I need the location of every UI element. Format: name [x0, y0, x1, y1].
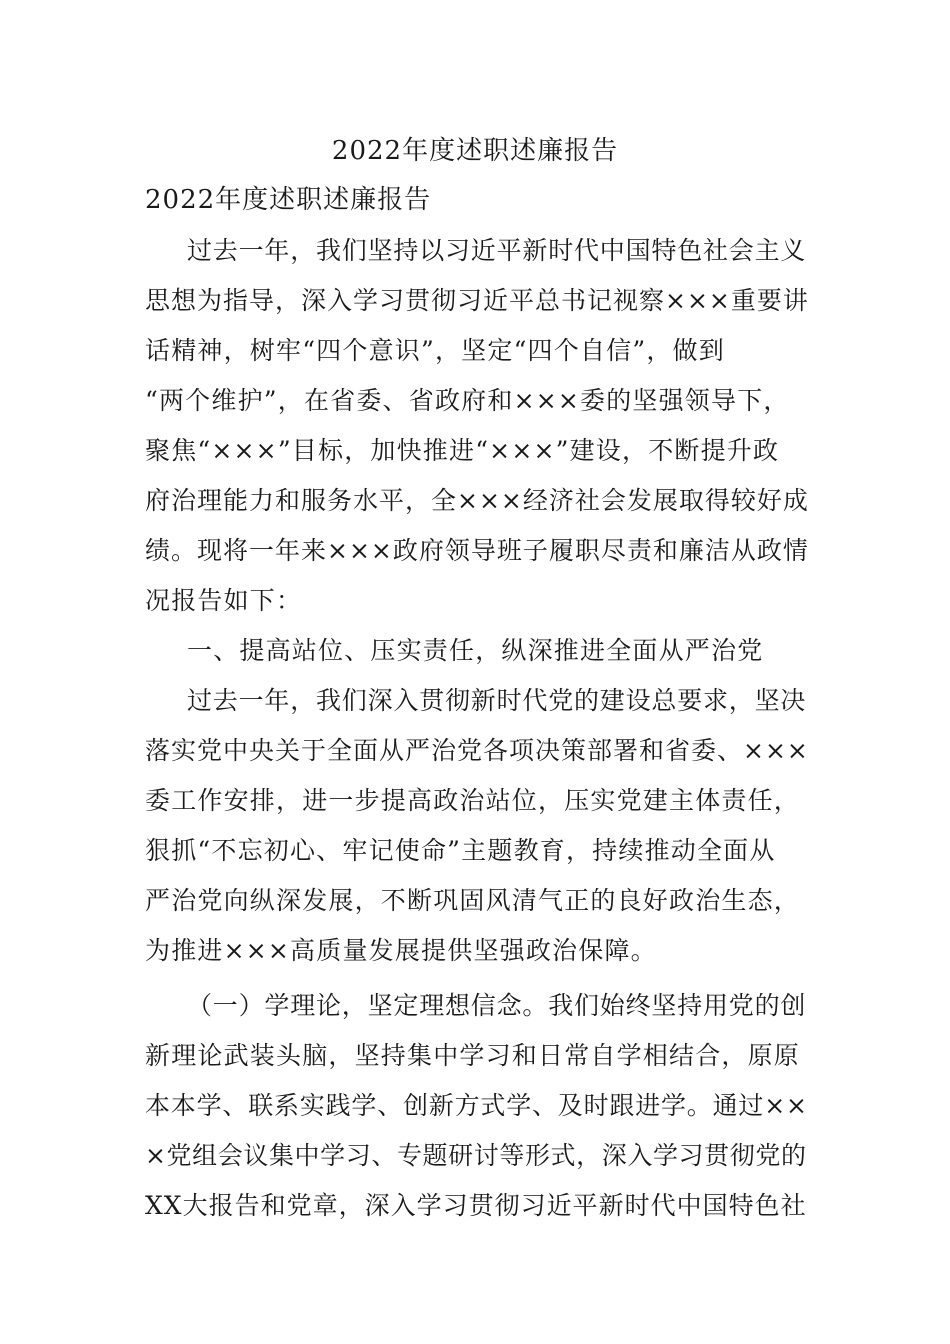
paragraph-line: 严治党向纵深发展，不断巩固风清气正的良好政治生态， [145, 886, 801, 915]
paragraph-line: 本本学、联系实践学、创新方式学、及时跟进学。通过×× [145, 1091, 808, 1120]
paragraph-line: 过去一年，我们坚持以习近平新时代中国特色社会主义 [187, 236, 807, 265]
paragraph-line: 狠抓“不忘初心、牢记使命”主题教育，持续推动全面从 [145, 836, 776, 865]
paragraph-line: 思想为指导，深入学习贯彻习近平总书记视察×××重要讲 [145, 286, 809, 315]
paragraph-line: 落实党中央关于全面从严治党各项决策部署和省委、××× [145, 736, 809, 765]
paragraph-line: （一）学理论，坚定理想信念。我们始终坚持用党的创 [187, 991, 807, 1020]
paragraph-line: 聚焦“×××”目标，加快推进“×××”建设，不断提升政 [145, 436, 780, 465]
paragraph-line: 话精神，树牢“四个意识”，坚定“四个自信”，做到 [145, 336, 725, 365]
paragraph-line: 府治理能力和服务水平，全×××经济社会发展取得较好成 [145, 486, 809, 515]
paragraph-line: XX大报告和党章，深入学习贯彻习近平新时代中国特色社 [145, 1191, 807, 1220]
paragraph-line: 委工作安排，进一步提高政治站位，压实党建主体责任， [145, 786, 801, 815]
section-heading: 一、提高站位、压实责任，纵深推进全面从严治党 [187, 636, 764, 665]
paragraph-line: 况报告如下： [145, 586, 303, 615]
document-title: 2022年度述职述廉报告 [331, 136, 619, 166]
document-subtitle: 2022年度述职述廉报告 [145, 185, 432, 215]
paragraph-line: 绩。现将一年来×××政府领导班子履职尽责和廉洁从政情 [145, 536, 809, 565]
paragraph-line: 新理论武装头脑，坚持集中学习和日常自学相结合，原原 [145, 1041, 801, 1070]
paragraph-line: 为推进×××高质量发展提供坚强政治保障。 [145, 936, 657, 965]
paragraph-line: ×党组会议集中学习、专题研讨等形式，深入学习贯彻党的 [145, 1141, 807, 1170]
paragraph-line: 过去一年，我们深入贯彻新时代党的建设总要求，坚决 [187, 686, 807, 715]
paragraph-line: “两个维护”，在省委、省政府和×××委的坚强领导下， [145, 386, 790, 415]
